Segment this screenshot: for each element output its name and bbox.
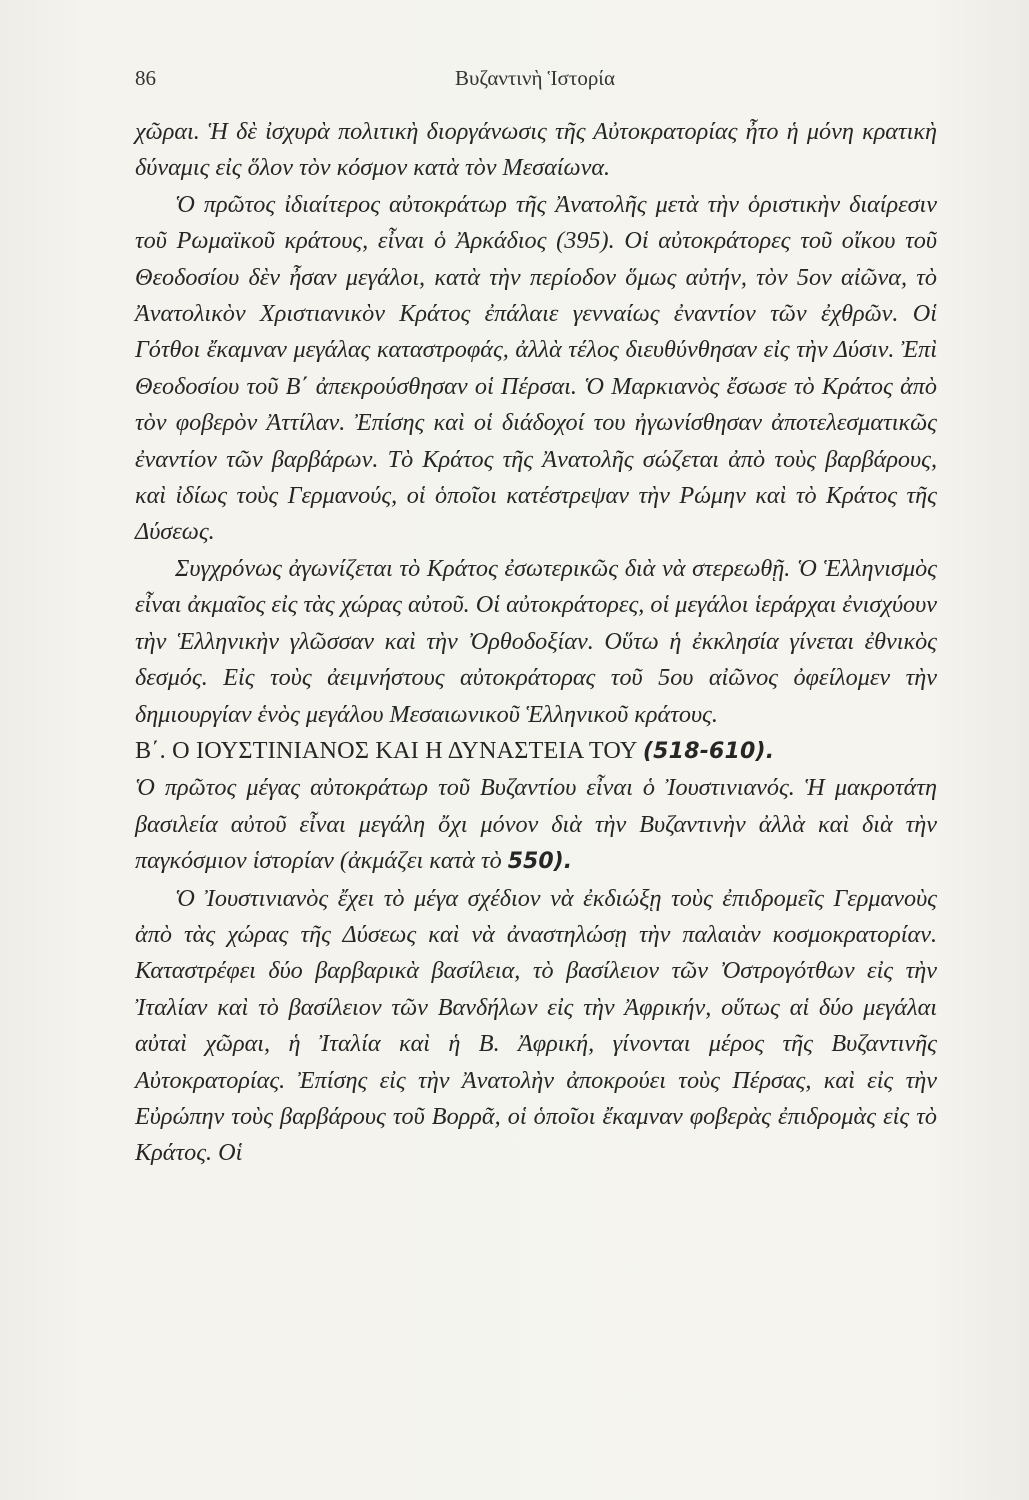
section-heading bbox=[135, 733, 937, 770]
paragraph-1: χῶραι. Ἡ δὲ ἰσχυρὰ πολιτικὴ διοργάνωσις τῆς Αὐτοκρατορίας ἦτο ἡ μόνη κρατικὴ δύναμις εἰς ὅλον τὸν κόσμον κατὰ τὸν Μεσαίωνα. bbox=[135, 118, 937, 182]
paragraph-2: Ὁ πρῶτος ἰδιαίτερος αὐτοκράτωρ τῆς Ἀνατολῆς μετὰ τὴν ὁριστικὴν διαίρεσιν τοῦ Ρωμαϊκοῦ κράτους, εἶναι ὁ Ἀρκάδιος (395). Οἱ αὐτοκράτορες τοῦ οἴκου τοῦ Θεοδοσίου δὲν ἦσαν μεγάλοι, κατὰ τὴν περίοδον ὅμως αὐτήν, τὸν 5ον αἰῶνα, τὸ Ἀνατολικὸν Χριστιανικὸν Κράτος ἐπάλαιε γενναίως ἐναντίον τῶν ἐχθρῶν. Οἱ Γότθοι ἔκαμναν μεγάλας καταστροφάς, ἀλλὰ τέλος διευθύνθησαν εἰς τὴν Δύσιν. Ἐπὶ Θεοδοσίου τοῦ Β΄ ἀπεκρούσθησαν οἱ Πέρσαι. Ὁ Μαρκιανὸς ἔσωσε τὸ Κράτος ἀπὸ τὸν φοβερὸν Ἀττίλαν. Ἐπίσης καὶ οἱ διάδοχοί του ἠγωνίσθησαν ἀποτελεσματικῶς ἐναντίον τῶν βαρβάρων. Τὸ Κράτος τῆς Ἀνατολῆς σώζεται ἀπὸ τοὺς βαρβάρους, καὶ ἰδίως τοὺς Γερμανούς, οἱ ὁποῖοι κατέστρεψαν τὴν Ρώμην καὶ τὸ Κράτος τῆς Δύσεως. bbox=[135, 190, 937, 546]
running-title: Βυζαντινὴ Ἱστορία bbox=[455, 66, 615, 90]
section-paragraph-1-text: Ὁ πρῶτος μέγας αὐτοκράτωρ τοῦ Βυζαντίου εἶναι ὁ Ἰουστινιανός. Ἡ μακροτάτη βασιλεία αὐτοῦ εἶναι μεγάλη ὄχι μόνον διὰ τὴν Βυζαντινὴν ἀλλὰ καὶ διὰ τὴν παγκόσμιον ἱστορίαν (ἀκμάζει κατὰ τὸ bbox=[135, 774, 937, 875]
section-paragraph-1 bbox=[135, 770, 937, 880]
section-paragraph-1-year: 550). bbox=[507, 849, 573, 875]
section-paragraph-2: Ὁ Ἰουστινιανὸς ἔχει τὸ μέγα σχέδιον νὰ ἐκδιώξῃ τοὺς ἐπιδρομεῖς Γερμανοὺς ἀπὸ τὰς χώρας τῆς Δύσεως καὶ νὰ ἀναστηλώσῃ τὴν παλαιὰν κοσμοκρατορίαν. Καταστρέφει δύο βαρβαρικὰ βασίλεια, τὸ βασίλειον τῶν Ὀστρογότθων εἰς τὴν Ἰταλίαν καὶ τὸ βασίλειον τῶν Βανδήλων εἰς τὴν Ἀφρικήν, οὕτως αἱ δύο μεγάλαι αὐταὶ χῶραι, ἡ Ἰταλία καὶ ἡ Β. Ἀφρική, γίνονται μέρος τῆς Βυζαντινῆς Αὐτοκρατορίας. Ἐπίσης εἰς τὴν Ἀνατολὴν ἀποκρούει τοὺς Πέρσας, καὶ εἰς τὴν Εὐρώπην τοὺς βαρβάρους τοῦ Βορρᾶ, οἱ ὁποῖοι ἔκαμναν φοβερὰς ἐπιδρομὰς εἰς τὸ Κράτος. Οἱ bbox=[135, 884, 937, 1167]
page-header bbox=[135, 66, 935, 96]
section-number: Β΄. bbox=[135, 736, 166, 764]
section-title: Ο ΙΟΥΣΤΙΝΙΑΝΟΣ ΚΑΙ Η ΔΥΝΑΣΤΕΙΑ ΤΟΥ bbox=[172, 736, 637, 764]
page-number: 86 bbox=[135, 66, 156, 90]
paragraph-3: Συγχρόνως ἀγωνίζεται τὸ Κράτος ἐσωτερικῶς διὰ νὰ στερεωθῇ. Ὁ Ἑλληνισμὸς εἶναι ἀκμαῖος εἰς τὰς χώρας αὐτοῦ. Οἱ αὐτοκράτορες, οἱ μεγάλοι ἱεράρχαι ἐνισχύουν τὴν Ἑλληνικὴν γλῶσσαν καὶ τὴν Ὀρθοδοξίαν. Οὕτω ἡ ἐκκλησία γίνεται ἐθνικὸς δεσμός. Εἰς τοὺς ἀειμνήστους αὐτοκράτορας τοῦ 5ου αἰῶνος ὀφείλομεν τὴν δημιουργίαν ἑνὸς μεγάλου Μεσαιωνικοῦ Ἑλληνικοῦ κράτους. bbox=[135, 554, 937, 728]
section-years: (518-610). bbox=[642, 738, 775, 764]
page-body bbox=[135, 114, 937, 1172]
